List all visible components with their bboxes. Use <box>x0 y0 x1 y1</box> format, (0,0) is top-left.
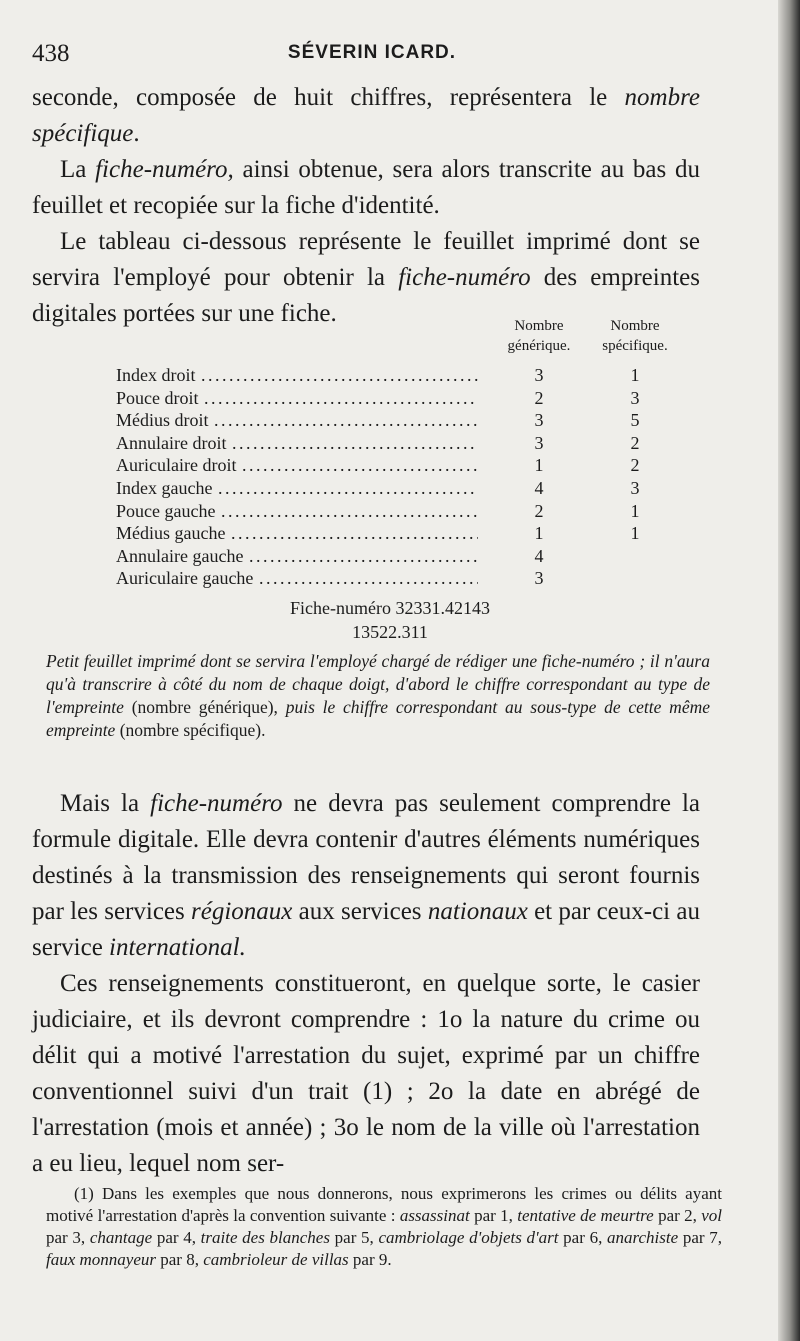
specific-value: 1 <box>630 500 640 521</box>
finger-name: Auriculaire gauche . . . <box>116 567 478 590</box>
generic-value: 3 <box>534 568 544 589</box>
generic-value: 2 <box>534 500 544 521</box>
generic-value: 2 <box>534 387 544 408</box>
specific-value: 5 <box>630 410 640 431</box>
finger-name: Médius gauche . . . <box>116 522 478 545</box>
generic-value: 4 <box>534 545 544 566</box>
finger-name: Index droit . . . <box>116 364 478 387</box>
page-number: 438 <box>32 40 70 67</box>
paragraph-5: Ces renseignements constitueront, en quelque sorte, le casier judiciaire, et ils devront comprendre : 1o la nature du crime ou délit qui a motivé l'arrestation du sujet, exprimé par un chiffre conventionnel suivi d'un trait (1) ; 2o la date en abrégé de l'arrestation (mois et année) ; 3o le nom de la ville où l'arrestation a eu lieu, lequel nom ser- <box>32 970 700 1177</box>
finger-name: Médius droit . . . <box>116 409 478 432</box>
generic-value: 1 <box>534 523 544 544</box>
table-row <box>110 454 670 477</box>
paragraph-1: seconde, composée de huit chiffres, représentera le nombre spécifique. <box>32 84 700 147</box>
table-row <box>110 409 670 432</box>
table-row <box>110 432 670 455</box>
finger-name: Annulaire gauche . . . <box>116 545 478 568</box>
finger-name: Pouce droit . . . <box>116 387 478 410</box>
fiche-number-line-2: 13522.311 <box>352 622 428 642</box>
page-header <box>32 36 752 70</box>
top-text-block <box>32 80 700 332</box>
specific-value: 1 <box>630 523 640 544</box>
finger-name: Annulaire droit . . . <box>116 432 478 455</box>
specific-value: 1 <box>630 365 640 385</box>
generic-value: 3 <box>534 365 544 385</box>
specific-value: 2 <box>630 455 640 476</box>
column-header-specific: Nombre spécifique. <box>602 318 668 354</box>
table-row <box>110 567 670 590</box>
paragraph-2: La fiche-numéro, ainsi obtenue, sera alors transcrite au bas du feuillet et recopiée sur la fiche d'identité. <box>32 156 700 219</box>
footnote: (1) Dans les exemples que nous donnerons, nous exprimerons les crimes ou délits ayant motivé l'arrestation d'après la convention suivante : assassinat par 1, tentative de meurtre par 2, vol par 3, chantage par 4, traite des blanches par 5, cambriolage d'objets d'art par 6, anarchiste par 7, faux monnayeur par 8, cambrioleur de villas par 9. <box>46 1184 723 1269</box>
table-row <box>110 387 670 410</box>
table-caption: Petit feuillet imprimé dont se servira l'employé chargé de rédiger une fiche-numéro ; il n'aura qu'à transcrire à côté du nom de chaque doigt, d'abord le chiffre correspondant au type de l'empreinte (nombre générique), puis le chiffre correspondant au sous-type de cette même empreinte (nombre spécifique). <box>46 651 710 740</box>
paragraph-4: Mais la fiche-numéro ne devra pas seulement comprendre la formule digitale. Elle devra contenir d'autres éléments numériques destinés à la transmission des renseignements qui seront fournis par les services régionaux aux services nationaux et par ceux-ci au service international. <box>32 790 700 961</box>
paragraph-3: Le tableau ci-dessous représente le feuillet imprimé dont se servira l'employé pour obtenir la fiche-numéro des empreintes digitales portées sur une fiche. <box>32 228 700 327</box>
generic-value: 4 <box>534 477 544 498</box>
finger-name: Pouce gauche . . . <box>116 500 478 523</box>
generic-value: 3 <box>534 410 544 431</box>
page-edge-shadow <box>778 0 800 1341</box>
table-row <box>110 364 670 387</box>
table-row <box>110 522 670 545</box>
generic-value: 1 <box>534 455 544 476</box>
finger-name: Auriculaire droit . . . <box>116 454 478 477</box>
generic-value: 3 <box>534 432 544 453</box>
specific-value: 3 <box>630 477 640 498</box>
table-rows <box>110 364 670 590</box>
column-header-generic: Nombre générique. <box>507 318 571 354</box>
fiche-number-line-1: Fiche-numéro 32331.42143 <box>290 598 490 618</box>
lower-text-block <box>32 786 700 1182</box>
specific-value: 3 <box>630 387 640 408</box>
finger-name: Index gauche . . . <box>116 477 478 500</box>
table-row <box>110 477 670 500</box>
table-row <box>110 500 670 523</box>
table-row <box>110 545 670 568</box>
running-head: SÉVERIN ICARD. <box>287 42 457 63</box>
specific-value: 2 <box>630 432 640 453</box>
